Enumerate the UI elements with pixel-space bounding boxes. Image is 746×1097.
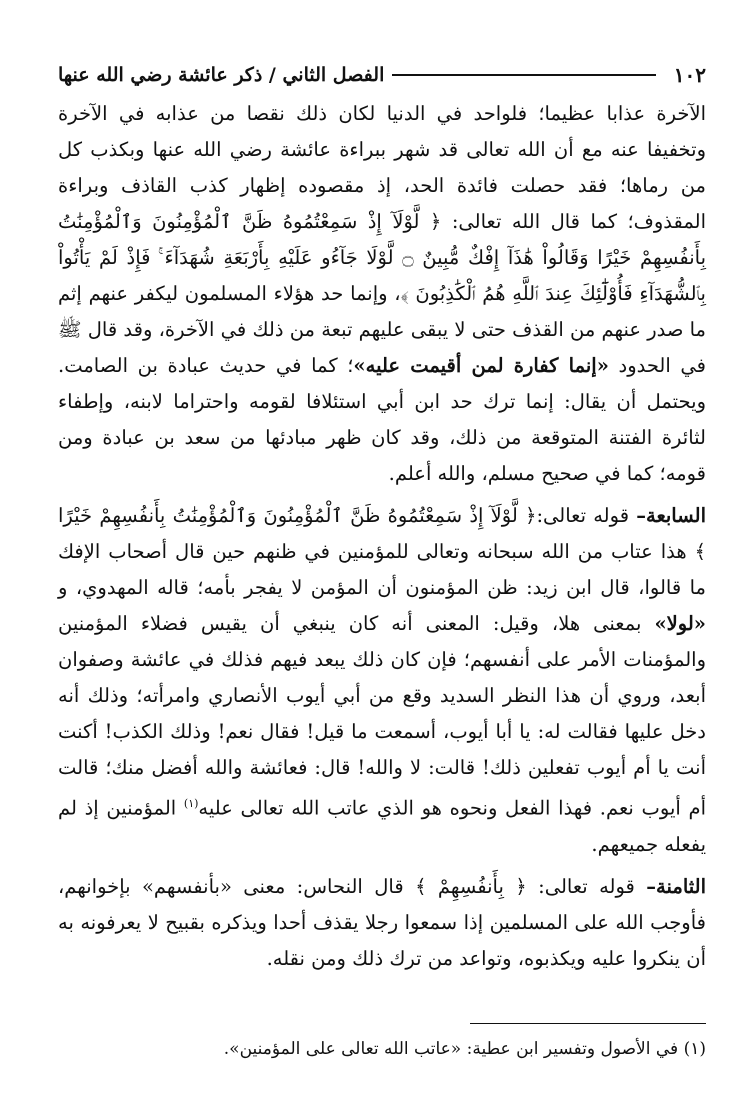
- paragraph-1: [58, 96, 706, 492]
- section-heading-seventh: السابعة–: [636, 504, 706, 527]
- paragraph-2: [58, 498, 706, 863]
- header-rule: [392, 74, 655, 76]
- lawla-word: «لولا»: [654, 612, 706, 635]
- quran-verse: ﴿ لَّوْلَآ إِذْ سَمِعْتُمُوهُ ظَنَّ ٱلْمُؤْمِنُونَ وَٱلْمُؤْمِنَٰتُ بِأَنفُسِهِمْ خَيْرًا ﴾: [58, 504, 706, 563]
- footnote-marker[interactable]: (١): [183, 797, 199, 810]
- footnote-divider: [470, 1023, 706, 1024]
- paragraph-text: ؛ كما في حديث عبادة بن الصامت. ويحتمل أن يقال: إنما ترك حد ابن أبي استئلافا لقومه واحتراما لابنه، وإطفاء لثائرة الفتنة المتوقعة من ذلك، وقد كان ظهر مبادئها من سعد بن عبادة ومن قومه؛ كما في صحيح مسلم، والله أعلم.: [58, 354, 706, 485]
- paragraph-text: ، وإنما حد هؤلاء المسلمون ليكفر عنهم إثم ما صدر عنهم من القذف حتى لا يبقى عليهم تبعة من ذلك في الآخرة، وقد قال ﷺ في الحدود: [58, 282, 706, 377]
- footnote: (١) في الأصول وتفسير ابن عطية: «عاتب الله تعالى على المؤمنين».: [223, 1039, 706, 1059]
- page-number: ١٠٢: [673, 63, 706, 87]
- section-heading-eighth: الثامنة–: [646, 874, 707, 898]
- quran-verse: ﴿ لَّوْلَآ إِذْ سَمِعْتُمُوهُ ظَنَّ ٱلْمُؤْمِنُونَ وَٱلْمُؤْمِنَٰتُ بِأَنفُسِهِمْ خَيْرًا وَقَالُواْ هَٰذَآ إِفْكٌ مُّبِينٌ ۝ لَّوْلَا جَآءُو عَلَيْهِ بِأَرْبَعَةِ شُهَدَآءَ ۚ فَإِذْ لَمْ يَأْتُواْ بِٱلشُّهَدَآءِ فَأُوْلَٰٓئِكَ عِندَ ٱللَّهِ هُمُ ٱلْكَٰذِبُونَ ﴾: [58, 210, 706, 305]
- page-body: [58, 96, 706, 977]
- paragraph-text: بمعنى هلا، وقيل: المعنى أنه كان ينبغي أن يقيس فضلاء المؤمنين والمؤمنات الأمر على أنفسهم؛ فإن كان ذلك يبعد فيهم فذلك في عائشة وصفوان أبعد، وروي أن هذا النظر السديد وقع من أبي أيوب الأنصاري وامرأته؛ وذلك أنه دخل عليها فقالت له: يا أبا أيوب، أسمعت ما قيل! فقال نعم! وذلك الكذب! أكنت أنت يا أم أيوب تفعلين ذلك! قالت: لا والله! قال: فعائشة والله أفضل منك؛ قالت أم أيوب نعم. فهذا الفعل ونحوه هو الذي عاتب الله تعالى عليه: [58, 612, 706, 820]
- paragraph-text: المؤمنين إذ لم يفعله جميعهم.: [58, 796, 706, 856]
- page-header: [58, 58, 706, 92]
- paragraph-text: قال النحاس: معنى «بأنفسهم» بإخوانهم، فأوجب الله على المسلمين إذا سمعوا رجلا يقذف أحدا ويذكره بقبيح لا يعرفونه به أن ينكروا عليه ويكذبوه، وتواعد من ترك ذلك ومن نقله.: [58, 874, 706, 970]
- paragraph-text: هذا عتاب من الله سبحانه وتعالى للمؤمنين في ظنهم حين قال أصحاب الإفك ما قالوا، قال ابن زيد: ظن المؤمنون أن المؤمن لا يفجر بأمه؛ قاله المهدوي، و: [58, 540, 706, 599]
- quran-verse: ﴿ بِأَنفُسِهِمْ ﴾: [415, 874, 527, 898]
- hadith-quote: «إنما كفارة لمن أقيمت عليه»: [353, 354, 609, 377]
- paragraph-3: [58, 869, 706, 977]
- paragraph-text: قوله تعالى:: [536, 504, 637, 527]
- paragraph-text: الآخرة عذابا عظيما؛ فلواحد في الدنيا لكان ذلك نقصا من عذابه في الآخرة وتخفيفا عنه مع أن الله تعالى قد شهر ببراءة عائشة رضي الله عنها وبكذب كل من رماها؛ فقد حصلت فائدة الحد، إذ مقصوده إظهار كذب القاذف وبراءة المقذوف؛ كما قال الله تعالى:: [58, 102, 707, 233]
- paragraph-text: قوله تعالى:: [526, 874, 647, 898]
- running-title: الفصل الثاني / ذكر عائشة رضي الله عنها: [58, 64, 385, 86]
